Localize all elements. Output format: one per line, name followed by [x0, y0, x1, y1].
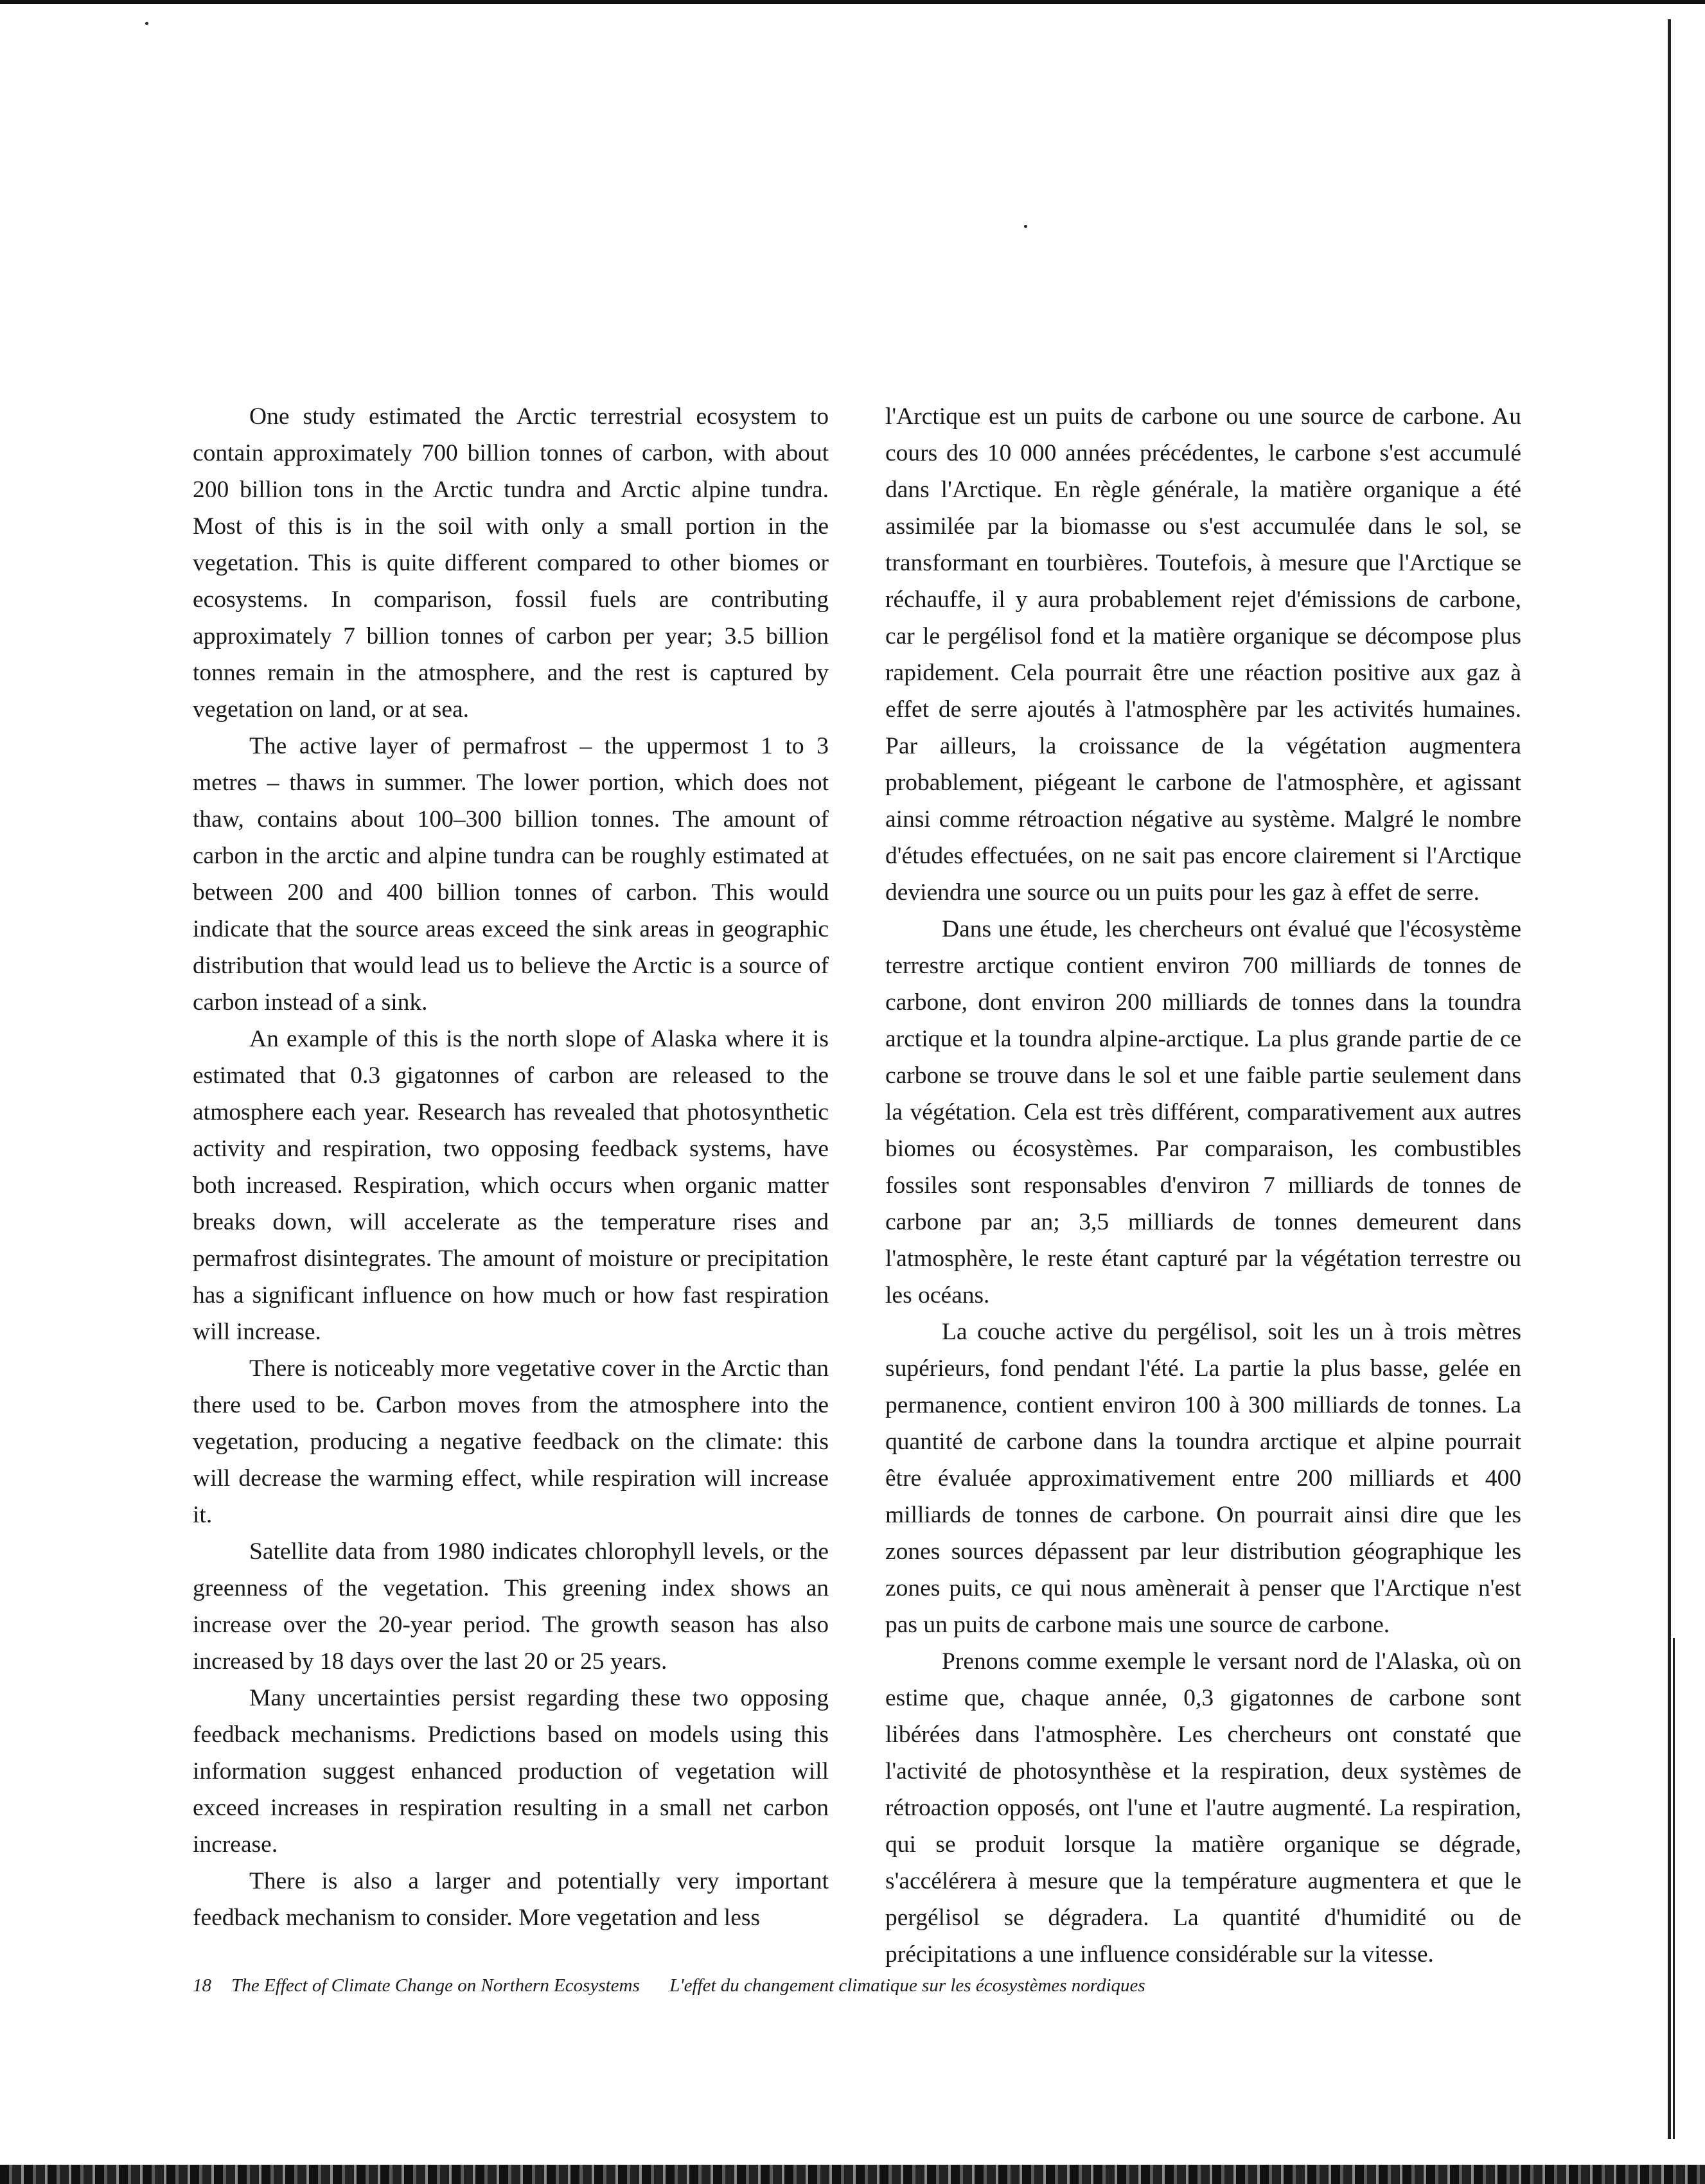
paragraph: One study estimated the Arctic terrestrial ecosystem to contain approximately 700 billion tonnes of carbon, with about 200 billion tons in the Arctic tundra and Arctic alpine tundra. Most of this is in the soil with only a small portion in the vegetation. This is quite different compared to other biomes or ecosystems. In comparison, fossil fuels are contributing approximately 7 billion tonnes of carbon per year; 3.5 billion tonnes remain in the atmosphere, and the rest is captured by vegetation on land, or at sea. — [193, 403, 829, 723]
paragraph: Dans une étude, les chercheurs ont évalué que l'écosystème terrestre arctique contient environ 700 milliards de tonnes de carbone, dont environ 200 milliards de tonnes dans la toundra arctique et la toundra alpine-arctique. La plus grande partie de ce carbone se trouve dans le sol et une faible partie seulement dans la végétation. Cela est très différent, comparativement aux autres biomes ou écosystèmes. Par comparaison, les combustibles fossiles sont responsables d'environ 7 milliards de tonnes de carbone par an; 3,5 milliards de tonnes demeurent dans l'atmosphère, le reste étant capturé par la végétation terrestre ou les océans. — [885, 916, 1521, 1308]
scan-speck — [145, 22, 148, 25]
running-title-en: The Effect of Climate Change on Northern Ecosystems — [231, 1975, 640, 1996]
scan-bottom-edge — [0, 2165, 1705, 2184]
scan-edge-right-inner — [1673, 1638, 1675, 2139]
paragraph: The active layer of permafrost – the uppermost 1 to 3 metres – thaws in summer. The lower portion, which does not thaw, contains about 100–300 billion tonnes. The amount of carbon in the arctic and alpine tundra can be roughly estimated at between 200 and 400 billion tonnes of carbon. This would indicate that the source areas exceed the sink areas in geographic distribution that would lead us to believe the Arctic is a source of carbon instead of a sink. — [193, 733, 829, 1016]
french-column — [885, 398, 1521, 1973]
paragraph: There is also a larger and potentially very important feedback mechanism to consider. More vegetation and less — [193, 1868, 829, 1931]
paragraph: La couche active du pergélisol, soit les un à trois mètres supérieurs, fond pendant l'été. La partie la plus basse, gelée en permanence, contient environ 100 à 300 milliards de tonnes. La quantité de carbone dans la toundra arctique et alpine pourrait être évaluée approximativement entre 200 milliards et 400 milliards de tonnes de carbone. On pourrait ainsi dire que les zones sources dépassent par leur distribution géographique les zones puits, ce qui nous amènerait à penser que l'Arctique n'est pas un puits de carbone mais une source de carbone. — [885, 1319, 1521, 1638]
paragraph: Prenons comme exemple le versant nord de l'Alaska, où on estime que, chaque année, 0,3 gigatonnes de carbone sont libérées dans l'atmosphère. Les chercheurs ont constaté que l'activité de photosynthèse et la respiration, deux systèmes de rétroaction opposés, ont l'une et l'autre augmenté. La respiration, qui se produit lorsque la matière organique se dégrade, s'accélérera à mesure que la température augmentera et que le pergélisol se dégradera. La quantité d'humidité ou de précipitations a une influence considérable sur la vitesse. — [885, 1648, 1521, 1968]
page-number: 18 — [193, 1975, 211, 1996]
english-column — [193, 398, 829, 1936]
page-footer — [193, 1975, 1145, 1996]
paragraph: l'Arctique est un puits de carbone ou une source de carbone. Au cours des 10 000 années précédentes, le carbone s'est accumulé dans l'Arctique. En règle générale, la matière organique a été assimilée par la biomasse ou s'est accumulée dans le sol, se transformant en tourbières. Toutefois, à mesure que l'Arctique se réchauffe, il y aura probablement rejet d'émissions de carbone, car le pergélisol fond et la matière organique se décompose plus rapidement. Cela pourrait être une réaction positive aux gaz à effet de serre ajoutés à l'atmosphère par les activités humaines. Par ailleurs, la croissance de la végétation augmentera probablement, piégeant le carbone de l'atmosphère, et agissant ainsi comme rétroaction négative au système. Malgré le nombre d'études effectuées, on ne sait pas encore clairement si l'Arctique deviendra une source ou un puits pour les gaz à effet de serre. — [885, 403, 1521, 906]
paragraph: Satellite data from 1980 indicates chlorophyll levels, or the greenness of the vegetation. This greening index shows an increase over the 20-year period. The growth season has also increased by 18 days over the last 20 or 25 years. — [193, 1538, 829, 1675]
paragraph: An example of this is the north slope of Alaska where it is estimated that 0.3 gigatonnes of carbon are released to the atmosphere each year. Research has revealed that photosynthetic activity and respiration, two opposing feedback systems, have both increased. Respiration, which occurs when organic matter breaks down, will accelerate as the temperature rises and permafrost disintegrates. The amount of moisture or precipitation has a significant influence on how much or how fast respiration will increase. — [193, 1026, 829, 1345]
running-title-fr: L'effet du changement climatique sur les écosystèmes nordiques — [669, 1975, 1145, 1996]
scan-edge-right — [1668, 19, 1671, 2139]
paragraph: Many uncertainties persist regarding these two opposing feedback mechanisms. Predictions based on models using this information suggest enhanced production of vegetation will exceed increases in respiration resulting in a small net carbon increase. — [193, 1685, 829, 1858]
page-top-edge — [0, 0, 1705, 4]
paragraph: There is noticeably more vegetative cover in the Arctic than there used to be. Carbon moves from the atmosphere into the vegetation, producing a negative feedback on the climate: this will decrease the warming effect, while respiration will increase it. — [193, 1355, 829, 1528]
scan-speck — [1024, 225, 1027, 228]
